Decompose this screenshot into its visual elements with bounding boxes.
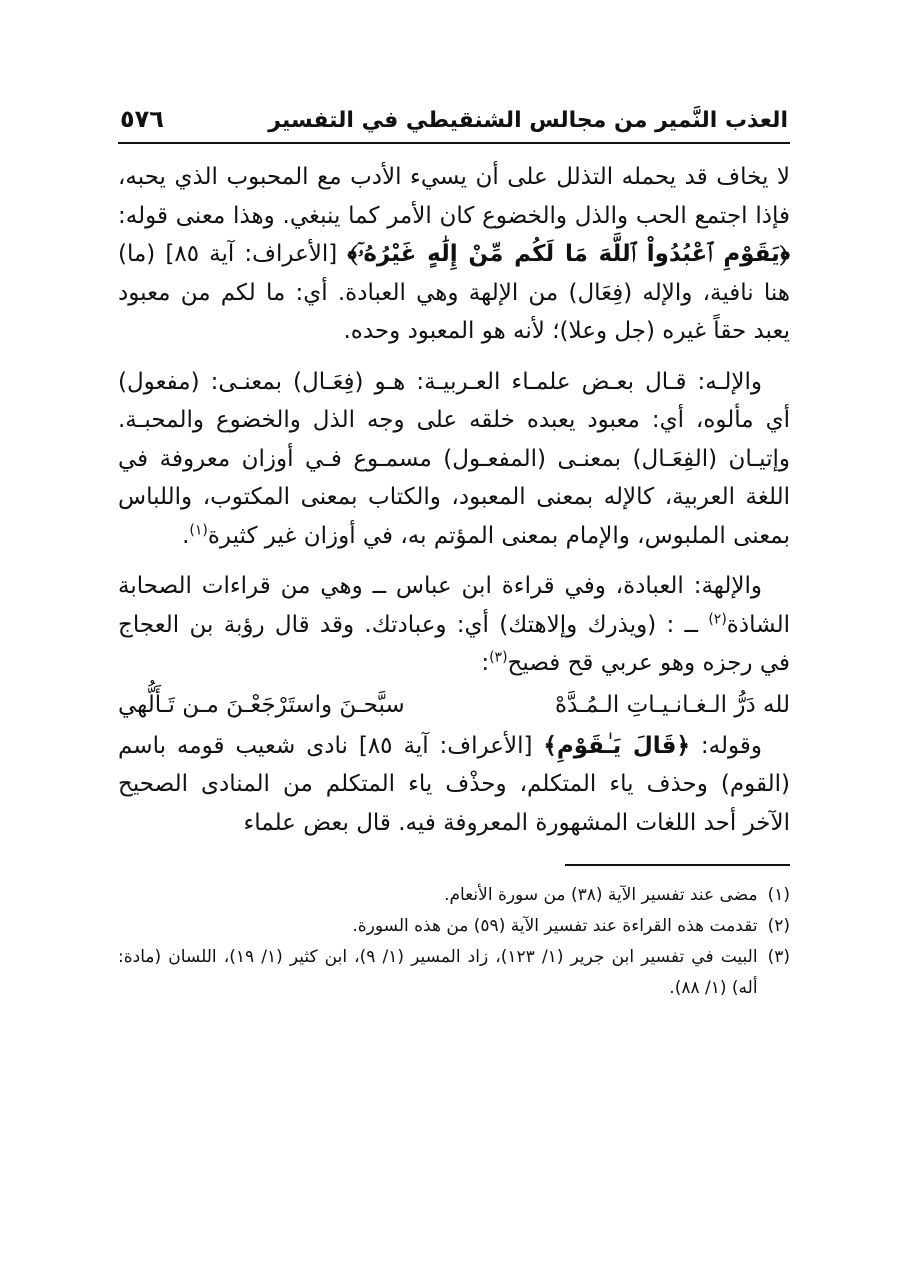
paragraph-3-text-a: والإلهة: العبادة، وفي قراءة ابن عباس ــ وهي من قراءات الصحابة الشاذة xyxy=(118,573,790,638)
verse-second-hemistich: سبَّحـنَ واستَرْجَعْـنَ مـن تَـأَلُّهي xyxy=(118,691,405,718)
book-page xyxy=(118,98,790,1218)
footnote-number: (٢) xyxy=(767,916,790,936)
paragraph-4-text-a: وقوله: xyxy=(689,732,763,759)
footnote-text: مضى عند تفسير الآية (٣٨) من سورة الأنعام. xyxy=(444,885,758,905)
footnote-number: (٣) xyxy=(767,947,790,967)
footnote-2 xyxy=(118,911,790,942)
quran-verse-1: يَقَوْمِ ٱعْبُدُواْ ٱللَّهَ مَا لَكُم مِّنْ إِلَٰهٍ غَيْرُهُۥٓ xyxy=(357,241,780,267)
paragraph-1-text-a: لا يخاف قد يحمله التذلل على أن يسيء الأدب مع المحبوب الذي يحبه، فإذا اجتمع الحب والذل والخضوع كان الأمر كما ينبغي. وهذا معنى قوله: xyxy=(118,164,790,229)
paragraph-2-text: والإلـه: قـال بعـض علمـاء العـربيـة: هـو (فِعَـال) بمعنـى: (مفعول) أي مألوه، أي: معبود يعبده خلقه على وجه الذل والخضوع والمحبـة. وإتيـان (الفِعَـال) بمعنـى (المفعـول) مسمـوع فـي أوزان معروفة في اللغة العربية، كالإله بمعنى المعبود، والكتاب بمعنى المكتوب، واللباس بمعنى الملبوس، والإمام بمعنى المؤتم به، في أوزان غير كثيرة xyxy=(118,368,790,549)
quran-open-bracket-2: ﴿ xyxy=(676,732,690,759)
page-number: ٥٧٦ xyxy=(120,105,164,133)
paragraph-3 xyxy=(118,567,790,683)
paragraph-2 xyxy=(118,363,790,556)
footnote-3 xyxy=(118,942,790,1004)
footnote-text: البيت في تفسير ابن جرير (١/ ١٢٣)، زاد المسير (١/ ٩)، ابن كثير (١/ ١٩)، اللسان (مادة: أله) (١/ ٨٨). xyxy=(118,947,758,998)
footnotes xyxy=(118,880,790,1004)
footnote-number: (١) xyxy=(767,885,790,905)
paragraph-3-text-c: : xyxy=(481,650,490,676)
paragraph-2-end: . xyxy=(182,522,190,549)
poetry-verse xyxy=(118,685,790,725)
footnote-1 xyxy=(118,880,790,911)
footnote-ref-2[interactable]: (٢) xyxy=(708,611,727,628)
verse-first-hemistich: لله دَرُّ الـغـانـيـاتِ الـمُـدَّهْ xyxy=(555,691,790,718)
paragraph-3-text-b: ــ : (ويذرك وإلاهتك) أي: وعبادتك. وقد قال رؤبة بن العجاج في رجزه وهو عربي قح فصيح xyxy=(118,611,790,676)
main-text xyxy=(118,158,790,842)
quran-open-bracket: ﴿ xyxy=(779,241,790,267)
paragraph-4 xyxy=(118,727,790,843)
paragraph-1 xyxy=(118,158,790,351)
paragraph-4-text-b: [الأعراف: آية ٨٥] نادى شعيب قومه باسم (القوم) وحذف ياء المتكلم، وحذْف ياء المتكلم من المنادى الصحيح الآخر أحد اللغات المشهورة المعروفة فيه. قال بعض علماء xyxy=(118,732,790,836)
quran-close-bracket: ﴾ xyxy=(347,241,358,267)
paragraph-1-text-b: [الأعراف: آية ٨٥] (ما) هنا نافية، والإله (فِعَال) من الإلهة وهي العبادة. أي: ما لكم من معبود يعبد حقاً غيره (جل وعلا)؛ لأنه هو المعبود وحده. xyxy=(118,241,790,344)
running-header xyxy=(118,98,790,144)
quran-verse-2: قَالَ يَـٰقَوْمِ xyxy=(556,732,677,759)
footnote-text: تقدمت هذه القراءة عند تفسير الآية (٥٩) من هذه السورة. xyxy=(352,916,758,936)
footnote-divider xyxy=(565,864,790,866)
footnote-ref-3[interactable]: (٣) xyxy=(489,649,508,666)
footnote-ref-1[interactable]: (١) xyxy=(189,522,208,539)
book-title: العذب النَّمير من مجالس الشنقيطي في التفسير xyxy=(268,108,788,133)
quran-close-bracket-2: ﴾ xyxy=(543,732,557,759)
